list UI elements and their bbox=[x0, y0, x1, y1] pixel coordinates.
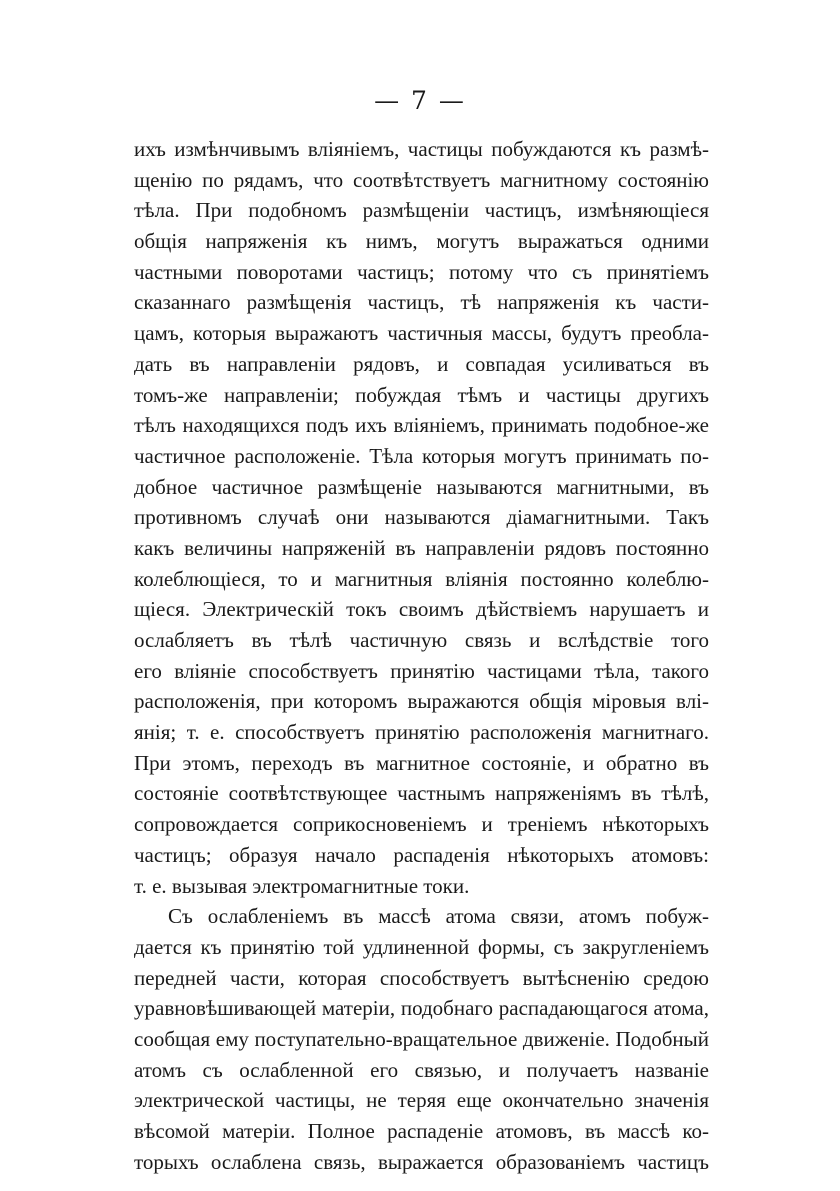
text-line: томъ-же направленіи; побуждая тѣмъ и частицы другихъ bbox=[134, 382, 709, 407]
text-line: частицъ; образуя начало распаденія нѣкоторыхъ атомовъ: bbox=[134, 842, 709, 867]
text-line: электрической частицы, не теряя еще окончательно значенія bbox=[134, 1088, 709, 1113]
text-line: цамъ, которыя выражаютъ частичныя массы, будутъ преобла- bbox=[134, 321, 709, 346]
text-line: состояніе соотвѣтствующее частнымъ напряженіямъ въ тѣлѣ, bbox=[134, 781, 709, 806]
text-line: дается къ принятію той удлиненной формы, съ закругленіемъ bbox=[134, 934, 709, 959]
text-line: тѣла. При подобномъ размѣщеніи частицъ, измѣняющіеся bbox=[134, 198, 709, 223]
text-line: сопровождается соприкосновеніемъ и треніемъ нѣкоторыхъ bbox=[134, 812, 709, 837]
text-line: расположенія, при которомъ выражаются общія міровыя влі- bbox=[134, 689, 709, 714]
text-line: торыхъ ослаблена связь, выражается образованіемъ частицъ bbox=[134, 1149, 709, 1174]
text-line: щенію по рядамъ, что соотвѣтствуетъ магнитному состоянію bbox=[134, 167, 709, 192]
text-line: При этомъ, переходъ въ магнитное состояніе, и обратно въ bbox=[134, 750, 709, 775]
text-line: сказаннаго размѣщенія частицъ, тѣ напряженія къ части- bbox=[134, 290, 709, 315]
body-text bbox=[134, 134, 709, 1177]
text-line: ихъ измѣнчивымъ вліяніемъ, частицы побуждаются къ размѣ- bbox=[134, 137, 709, 161]
text-line: частными поворотами частицъ; потому что съ принятіемъ bbox=[134, 259, 709, 284]
text-line: атомъ съ ослабленной его связью, и получаетъ названіе bbox=[134, 1057, 709, 1082]
text-line: вѣсомой матеріи. Полное распаденіе атомовъ, въ массѣ ко- bbox=[134, 1119, 709, 1143]
text-line: дать въ направленіи рядовъ, и совпадая усиливаться въ bbox=[134, 351, 709, 376]
text-line: частичное расположеніе. Тѣла которыя могутъ принимать по- bbox=[134, 443, 709, 468]
text-line: общія напряженія къ нимъ, могутъ выражаться одними bbox=[134, 229, 709, 254]
text-line: тѣлъ находящихся подъ ихъ вліяніемъ, принимать подобное-же bbox=[134, 413, 709, 438]
text-line: уравновѣшивающей матеріи, подобнаго распадающагося атома, bbox=[134, 996, 709, 1021]
text-line: передней части, которая способствуетъ вытѣсненію средою bbox=[134, 965, 709, 990]
text-line: т. е. вызывая электромагнитные токи. bbox=[134, 873, 470, 898]
page-number: — 7 — bbox=[374, 86, 466, 115]
text-line: сообщая ему поступательно-вращательное движеніе. Подобный bbox=[134, 1026, 709, 1051]
text-line: Съ ослабленіемъ въ массѣ атома связи, атомъ побуж- bbox=[168, 904, 709, 929]
text-line: противномъ случаѣ они называются діамагнитными. Такъ bbox=[134, 505, 709, 530]
text-line: добное частичное размѣщеніе называются магнитными, въ bbox=[134, 474, 709, 499]
text-line: его вліяніе способствуетъ принятію частицами тѣла, такого bbox=[134, 658, 709, 683]
text-line: какъ величины напряженій въ направленіи рядовъ постоянно bbox=[134, 535, 709, 560]
text-line: колеблющіеся, то и магнитныя вліянія постоянно колеблю- bbox=[134, 566, 709, 591]
text-line: щіеся. Электрическій токъ своимъ дѣйствіемъ нарушаетъ и bbox=[134, 597, 709, 622]
text-line: янія; т. е. способствуетъ принятію расположенія магнитнаго. bbox=[134, 720, 709, 745]
text-line: ослабляетъ въ тѣлѣ частичную связь и вслѣдствіе того bbox=[134, 628, 709, 652]
